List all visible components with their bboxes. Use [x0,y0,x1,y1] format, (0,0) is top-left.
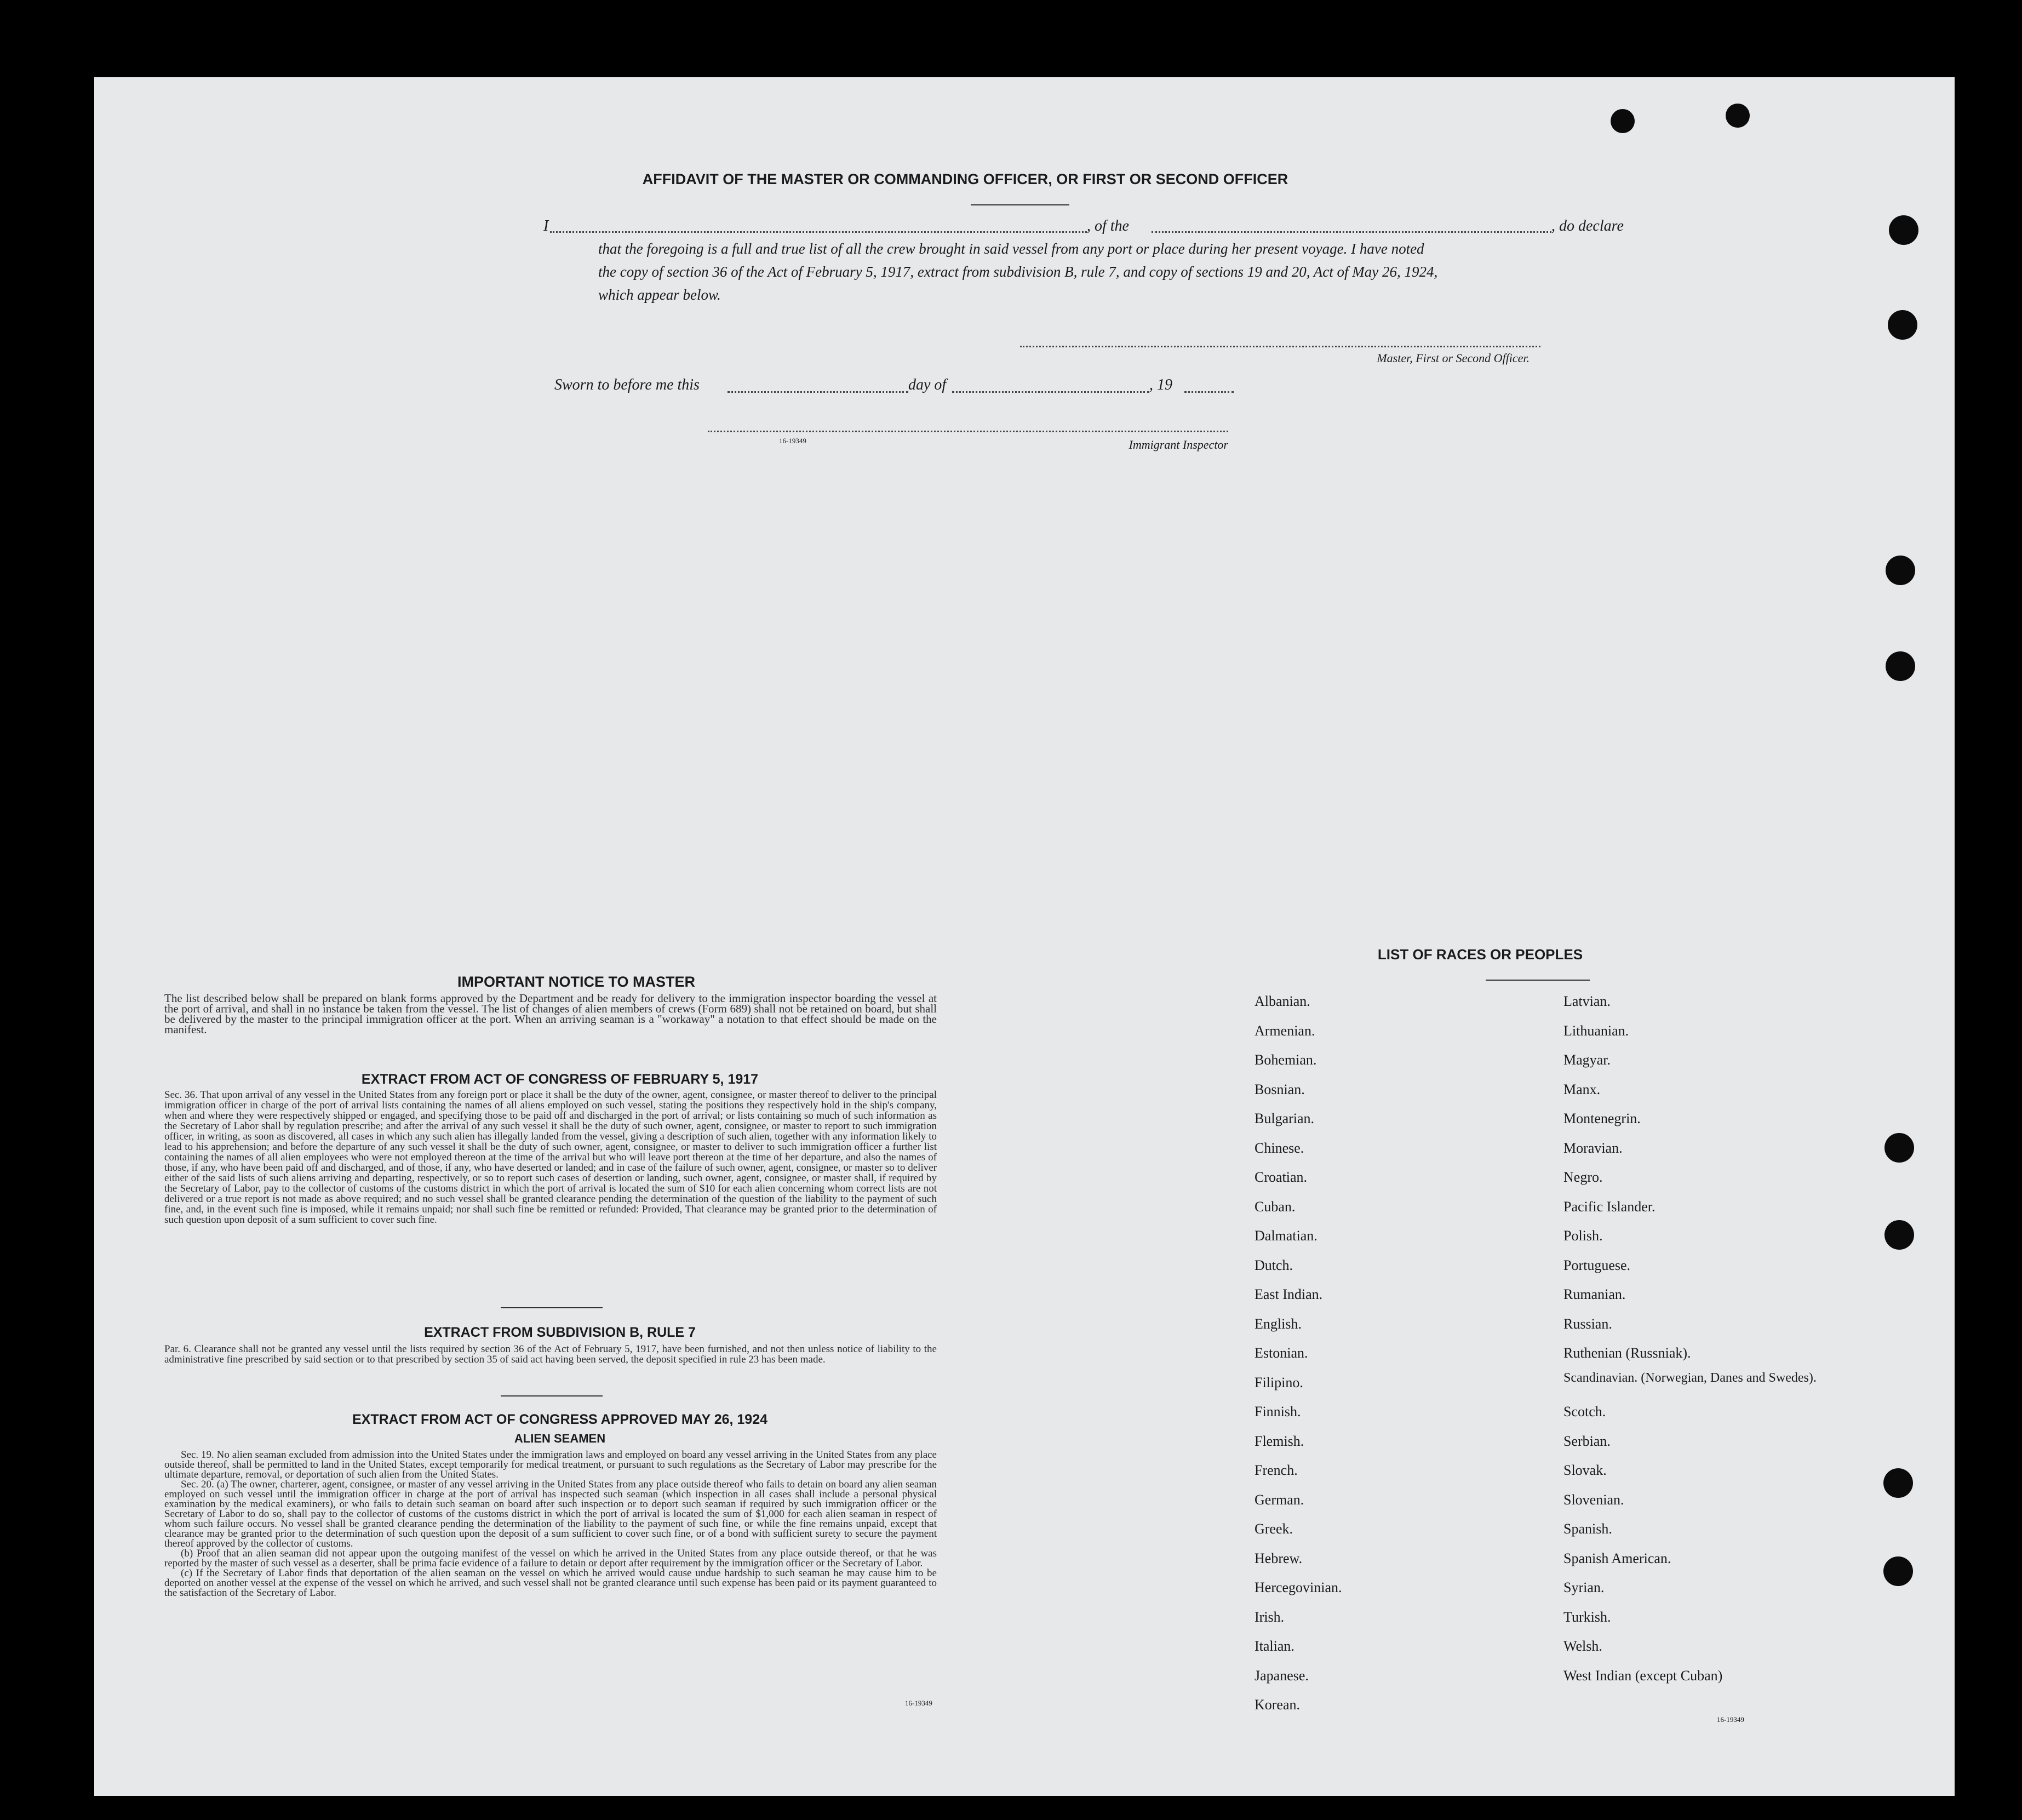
race-item: Negro. [1563,1169,1603,1185]
race-item: Ruthenian (Russniak). [1563,1345,1691,1361]
binder-hole [1886,651,1915,681]
race-item: East Indian. [1255,1286,1323,1302]
race-item: Japanese. [1255,1667,1309,1684]
sworn-day-field[interactable] [728,391,908,393]
race-item: Hercegovinian. [1255,1579,1342,1595]
race-item: Pacific Islander. [1563,1198,1656,1215]
binder-hole [1611,109,1635,133]
extract-1924-form-number: 16-19349 [905,1699,932,1707]
binder-hole [1726,104,1750,128]
race-item: Albanian. [1255,993,1310,1009]
affidavit-line3: the copy of section 36 of the Act of February 5, 1917, extract from subdivision B, rule 7, and copy of sections 19 and 20, Act of May 26, 1924, [598,264,1438,280]
year-label: , 19 [1149,376,1172,393]
race-item: Magyar. [1563,1052,1611,1068]
master-signature-label: Master, First or Second Officer. [1377,351,1530,365]
races-title: LIST OF RACES OR PEOPLES [1377,946,1583,963]
master-signature-line[interactable] [1020,346,1540,347]
notice-title: IMPORTANT NOTICE TO MASTER [457,974,695,990]
binder-hole [1883,1556,1913,1586]
race-item: Irish. [1255,1609,1285,1625]
race-item: Latvian. [1563,993,1611,1009]
race-item: Turkish. [1563,1609,1611,1625]
binder-hole [1883,1468,1913,1498]
race-item: Scotch. [1563,1404,1606,1420]
binder-hole [1888,310,1917,340]
race-item: Estonian. [1255,1345,1308,1361]
do-declare-label: , do declare [1551,218,1624,234]
sec20b-text: (b) Proof that an alien seaman did not appear upon the outgoing manifest of the vessel on which he arrived in the United States from any place outside thereof, or that he was reported by the master of such vessel as a deserter, shall be prima facie evidence of a failure to detain or deport after requirement by the immigration officer or the Secretary of Labor. [164,1548,937,1569]
race-item: Welsh. [1563,1638,1602,1654]
race-item: Dutch. [1255,1257,1293,1273]
race-item: German. [1255,1491,1304,1508]
extract-1924-title: EXTRACT FROM ACT OF CONGRESS APPROVED MAY 26, 1924 [352,1412,768,1427]
race-item: Bulgarian. [1255,1111,1315,1126]
race-item: Cuban. [1255,1198,1296,1215]
affidavit-line4: which appear below. [598,287,721,303]
sworn-label: Sworn to before me this [554,376,700,393]
race-item: Armenian. [1255,1022,1315,1039]
sec19-text: Sec. 19. No alien seaman excluded from admission into the United States under the immigration laws and employed on board any vessel arriving in the United States from any place outside thereof, shall be permitted to land in the United States, except temporarily for medical treatment, or pursuant to such regulations as the Secretary of Labor may prescribe for the ultimate departure, removal, or deportation of such alien from the United States. [164,1449,937,1480]
divider [501,1307,603,1308]
race-item: Moravian. [1563,1140,1623,1156]
subdivision-b-title: EXTRACT FROM SUBDIVISION B, RULE 7 [424,1325,696,1340]
extract-1924-body [164,1450,937,1598]
of-the-label: , of the [1087,218,1129,234]
race-item: English. [1255,1315,1302,1332]
document-page [94,77,1955,1796]
affidavit-form-number: 16-19349 [779,437,806,445]
extract-1917-body: Sec. 36. That upon arrival of any vessel in the United States from any foreign port or place it shall be the duty of the owner, agent, consignee, or master thereof to deliver to the principal immigration officer in charge of the port of arrival lists containing the names of all aliens employed on such vessel, stating the positions they respectively hold in the ship's company, when and where they were respectively shipped or engaged, and specifying those to be paid off and discharged in the port of arrival; or lists containing so much of such information as the Secretary of Labor shall by regulation prescribe; and after the arrival of any such vessel it shall be the duty of such owner, agent, consignee, or master to report to such immigration officer, in writing, as soon as discovered, all cases in which any such alien has illegally landed from the vessel, giving a description of such alien, together with any information likely to lead to his apprehension; and before the departure of any such vessel it shall be the duty of such owner, agent, consignee, or master to deliver to such immigration officer a further list containing the names of all alien employees who were not employed thereon at the time of the arrival but who will leave port thereon at the time of her departure, and also the names of those, if any, who have been paid off and discharged, and of those, if any, who have deserted or landed; and in case of the failure of such owner, agent, consignee, or master so to deliver either of the said lists of such aliens arriving and departing, respectively, or so to report such cases of desertion or landing, such owner, agent, consignee, or master shall, if required by the Secretary of Labor, pay to the collector of customs of the customs district in which the port of arrival is located the sum of $10 for each alien concerning whom correct lists are not delivered or a true report is not made as above required; and no such vessel shall be granted clearance pending the determination of the question of the liability to the payment of such fine, and, in the event such fine is imposed, while it remains unpaid; nor shall such fine be remitted or refunded: Provided, That clearance may be granted prior to the determination of such question upon deposit of a sum sufficient to cover such fine. [164,1089,937,1226]
race-item: Slovak. [1563,1462,1607,1478]
race-item: Russian. [1563,1315,1612,1332]
sworn-year-field[interactable] [1184,391,1234,393]
race-item: French. [1255,1462,1298,1478]
race-item: Korean. [1255,1697,1301,1713]
affidavit-line2: that the foregoing is a full and true list of all the crew brought in said vessel from any port or place during her present voyage. I have noted [598,241,1424,257]
day-of-label: day of [908,376,947,393]
race-item: Portuguese. [1563,1257,1631,1273]
binder-hole [1884,1220,1914,1250]
race-item: Greek. [1255,1521,1293,1537]
race-item: West Indian (except Cuban) [1563,1667,1723,1684]
sec20a-text: Sec. 20. (a) The owner, charterer, agent, consignee, or master of any vessel arriving in the United States from any place outside thereof who fails to detain on board any alien seaman employed on such vessel until the immigration officer in charge at the port of arrival has inspected such seaman (which inspection in all cases shall include a personal physical examination by the medical examiners), or who fails to detain such seaman on board after such inspection or to deport such seaman if required by such immigration officer or the Secretary of Labor to do so, shall pay to the collector of customs of the customs district in which the port of arrival is located the sum of $1,000 for each alien seaman in respect of whom such failure occurs. No vessel shall be granted clearance pending the determination of the liability to the payment of such fine, or while the fine remains unpaid, except that clearance may be granted prior to the determination of such question upon the deposit of a sum sufficient to cover such fine, or of a bond with sufficient surety to secure the payment thereof approved by the collector of customs. [164,1479,937,1549]
race-item: Spanish. [1563,1521,1612,1537]
race-item: Flemish. [1255,1433,1304,1449]
races-form-number: 16-19349 [1717,1715,1744,1724]
binder-hole [1884,1133,1914,1163]
affidavit-title: AFFIDAVIT OF THE MASTER OR COMMANDING OFFICER, OR FIRST OR SECOND OFFICER [642,171,1288,187]
title-underline [971,204,1069,205]
race-item: Bohemian. [1255,1052,1317,1068]
race-item: Serbian. [1563,1433,1611,1449]
extract-1917-title: EXTRACT FROM ACT OF CONGRESS OF FEBRUARY 5, 1917 [361,1072,759,1087]
race-item: Slovenian. [1563,1491,1624,1508]
i-label: I [543,218,549,234]
race-item: Syrian. [1563,1579,1605,1595]
divider [501,1395,603,1397]
race-item: Croatian. [1255,1169,1308,1185]
race-item: Spanish American. [1563,1550,1671,1566]
name-field[interactable] [550,231,1087,233]
race-item: Rumanian. [1563,1286,1626,1302]
race-item: Montenegrin. [1563,1111,1641,1126]
notice-body: The list described below shall be prepared on blank forms approved by the Department and be ready for delivery to the immigration inspector boarding the vessel at the port of arrival, and shall in no instance be taken from the vessel. The list of changes of alien members of crews (Form 689) shall not be retained on board, but shall be delivered by the master to the principal immigration officer at the port. When an arriving seaman is a "workaway" a notation to that effect should be made on the manifest. [164,992,937,1036]
race-item: Dalmatian. [1255,1228,1318,1244]
race-item: Bosnian. [1255,1081,1305,1097]
race-item: Italian. [1255,1638,1294,1654]
race-item: Manx. [1563,1081,1601,1097]
race-item: Hebrew. [1255,1550,1303,1566]
race-item: Lithuanian. [1563,1022,1629,1039]
sec20c-text: (c) If the Secretary of Labor finds that deportation of the alien seaman on the vessel on which he arrived would cause undue hardship to such seaman he may cause him to be deported on another vessel at the expense of the vessel on which he arrived, and such vessel shall not be granted clearance until such expense has been paid or its payment guaranteed to the satisfaction of the Secretary of Labor. [164,1567,937,1599]
vessel-field[interactable] [1152,231,1551,233]
race-item: Polish. [1563,1228,1603,1244]
sworn-month-field[interactable] [952,391,1149,393]
alien-seamen-subtitle: ALIEN SEAMEN [514,1432,606,1445]
divider [1486,980,1590,981]
inspector-label: Immigrant Inspector [1129,438,1228,451]
race-item: Scandinavian. (Norwegian, Danes and Swedes). [1563,1370,1817,1385]
binder-hole [1886,556,1915,585]
race-item: Finnish. [1255,1404,1301,1420]
race-item: Chinese. [1255,1140,1304,1156]
binder-hole [1889,215,1918,245]
subdivision-b-body: Par. 6. Clearance shall not be granted any vessel until the lists required by section 36 of the Act of February 5, 1917, have been furnished, and not then unless notice of liability to the administrative fine prescribed by said section or to that prescribed by section 35 of said act having been served, the deposit specified in rule 23 has been made. [164,1343,937,1365]
inspector-signature-line[interactable] [708,431,1228,432]
race-item: Filipino. [1255,1374,1303,1390]
